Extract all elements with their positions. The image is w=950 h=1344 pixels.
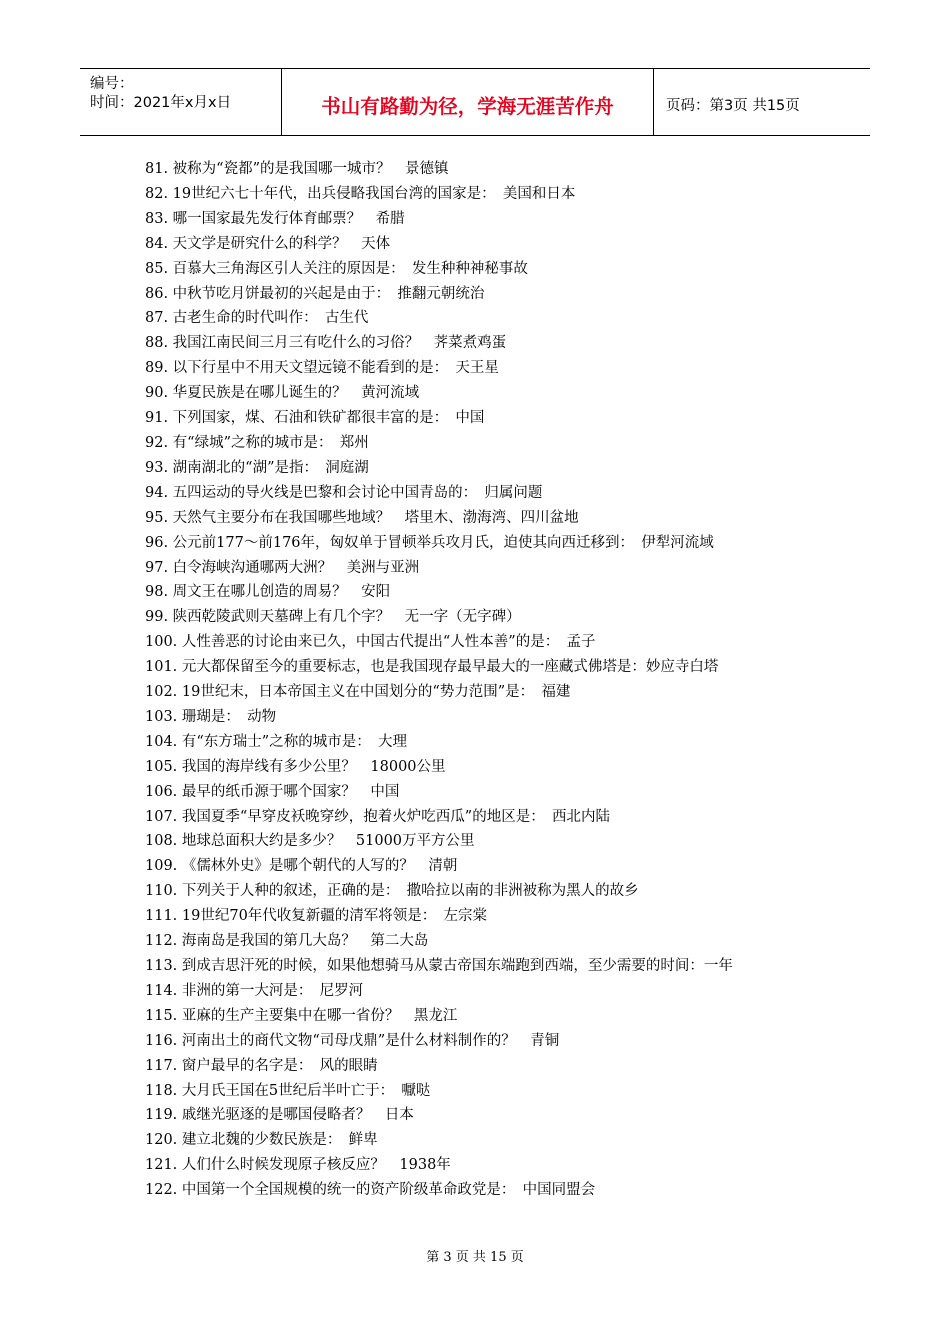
question-item: 117. 窗户最早的名字是： 风的眼睛 xyxy=(145,1057,378,1074)
question-item: 100. 人性善恶的讨论由来已久，中国古代提出“人性本善”的是： 孟子 xyxy=(145,634,596,651)
header-page-number: 页码：第3页 共15页 xyxy=(666,98,800,114)
question-item: 107. 我国夏季“早穿皮袄晚穿纱，抱着火炉吃西瓜”的地区是： 西北内陆 xyxy=(145,808,610,825)
question-list xyxy=(145,157,815,1203)
question-item: 90. 华夏民族是在哪儿诞生的？ 黄河流域 xyxy=(145,385,420,402)
question-item: 121. 人们什么时候发现原子核反应？ 1938年 xyxy=(145,1157,451,1174)
question-item: 105. 我国的海岸线有多少公里？ 18000公里 xyxy=(145,758,446,775)
question-item: 101. 元大都保留至今的重要标志，也是我国现存最早最大的一座藏式佛塔是：妙应寺白塔 xyxy=(145,659,719,676)
question-item: 119. 戚继光驱逐的是哪国侵略者？ 日本 xyxy=(145,1107,414,1124)
question-item: 93. 湖南湖北的“湖”是指： 洞庭湖 xyxy=(145,459,369,476)
question-item: 110. 下列关于人种的叙述，正确的是： 撒哈拉以南的非洲被称为黑人的故乡 xyxy=(145,883,639,900)
question-item: 116. 河南出土的商代文物“司母戊鼎”是什么材料制作的？ 青铜 xyxy=(145,1032,560,1049)
question-item: 113. 到成吉思汗死的时候，如果他想骑马从蒙古帝国东端跑到西端，至少需要的时间：一年 xyxy=(145,958,733,974)
question-item: 108. 地球总面积大约是多少？ 51000万平方公里 xyxy=(145,833,475,850)
question-item: 98. 周文王在哪儿创造的周易？ 安阳 xyxy=(145,584,391,601)
question-item: 94. 五四运动的导火线是巴黎和会讨论中国青岛的： 归属问题 xyxy=(145,484,543,501)
question-item: 118. 大月氏王国在5世纪后半叶亡于： 嚈哒 xyxy=(145,1082,431,1099)
document-number-label: 编号： xyxy=(90,76,134,92)
page-footer: 第 3 页 共 15 页 xyxy=(426,1250,524,1265)
question-item: 99. 陕西乾陵武则天墓碑上有几个字？ 无一字（无字碑） xyxy=(145,609,521,626)
header-right-cell xyxy=(654,69,870,135)
question-item: 83. 哪一国家最先发行体育邮票？ 希腊 xyxy=(145,210,405,227)
question-item: 120. 建立北魏的少数民族是： 鲜卑 xyxy=(145,1132,378,1149)
question-item: 122. 中国第一个全国规模的统一的资产阶级革命政党是： 中国同盟会 xyxy=(145,1182,596,1199)
question-item: 85. 百慕大三角海区引人关注的原因是： 发生种种神秘事故 xyxy=(145,260,528,277)
header-motto: 书山有路勤为径，学海无涯苦作舟 xyxy=(321,95,614,118)
question-item: 111. 19世纪70年代收复新疆的清军将领是： 左宗棠 xyxy=(145,908,488,925)
question-item: 102. 19世纪末，日本帝国主义在中国划分的“势力范围”是： 福建 xyxy=(145,684,571,701)
page-header xyxy=(80,68,870,136)
question-item: 84. 天文学是研究什么的科学？ 天体 xyxy=(145,235,391,252)
question-item: 89. 以下行星中不用天文望远镜不能看到的是： 天王星 xyxy=(145,360,499,377)
header-left-cell xyxy=(80,69,282,135)
document-time-label: 时间：2021年x月x日 xyxy=(90,95,232,111)
question-item: 104. 有“东方瑞士”之称的城市是： 大理 xyxy=(145,733,407,750)
question-item: 114. 非洲的第一大河是： 尼罗河 xyxy=(145,982,364,999)
question-item: 92. 有“绿城”之称的城市是： 郑州 xyxy=(145,434,369,451)
question-item: 96. 公元前177～前176年，匈奴单于冒顿举兵攻月氏，迫使其向西迁移到： 伊犁河流域 xyxy=(145,534,714,551)
question-item: 112. 海南岛是我国的第几大岛？ 第二大岛 xyxy=(145,933,429,950)
question-item: 81. 被称为“瓷都”的是我国哪一城市？ 景德镇 xyxy=(145,161,449,177)
question-item: 91. 下列国家，煤、石油和铁矿都很丰富的是： 中国 xyxy=(145,410,485,427)
question-item: 86. 中秋节吃月饼最初的兴起是由于： 推翻元朝统治 xyxy=(145,285,485,302)
question-item: 97. 白令海峡沟通哪两大洲？ 美洲与亚洲 xyxy=(145,559,420,576)
question-item: 88. 我国江南民间三月三有吃什么的习俗？ 荠菜煮鸡蛋 xyxy=(145,335,507,352)
question-item: 106. 最早的纸币源于哪个国家？ 中国 xyxy=(145,783,400,800)
header-middle-cell xyxy=(282,69,654,135)
question-item: 115. 亚麻的生产主要集中在哪一省份？ 黑龙江 xyxy=(145,1007,458,1024)
question-item: 87. 古老生命的时代叫作： 古生代 xyxy=(145,310,369,327)
question-item: 103. 珊瑚是： 动物 xyxy=(145,708,277,725)
question-item: 109. 《儒林外史》是哪个朝代的人写的？ 清朝 xyxy=(145,858,458,875)
question-item: 95. 天然气主要分布在我国哪些地域？ 塔里木、渤海湾、四川盆地 xyxy=(145,509,579,526)
question-item: 82. 19世纪六七十年代，出兵侵略我国台湾的国家是： 美国和日本 xyxy=(145,185,576,202)
